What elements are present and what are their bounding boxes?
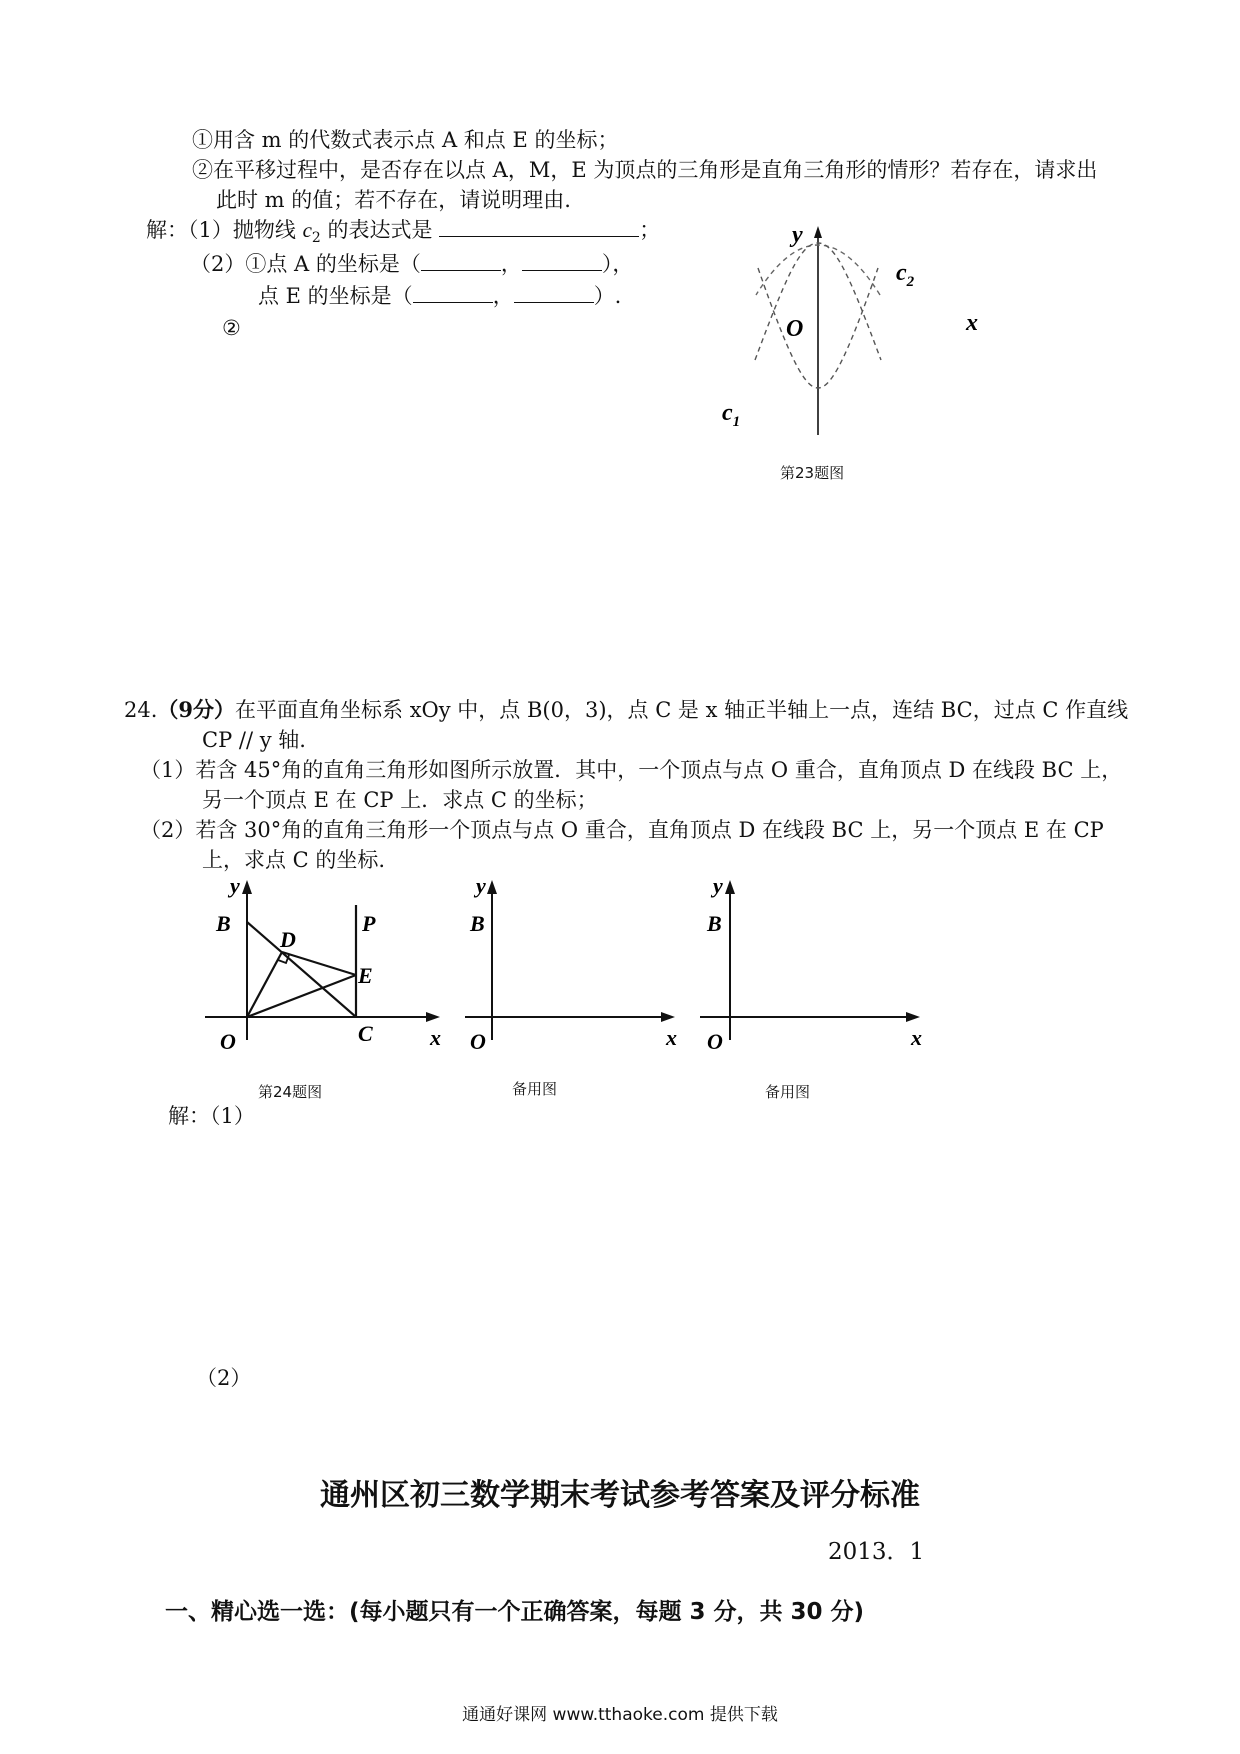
q24-solution-1: 解：（1） <box>168 1104 255 1128</box>
backup2-label-x: x <box>911 1025 922 1050</box>
q23-e-prefix: 点 E 的坐标是（ <box>258 284 413 308</box>
fig23-c1-label: $c_1$ <box>722 400 741 430</box>
fig24-label-b: B <box>216 911 231 936</box>
backup-figure-2 <box>695 875 935 1055</box>
q23-e-x-blank[interactable] <box>413 284 493 303</box>
backup2-y-arrow <box>725 880 735 894</box>
fig24-label-d: D <box>280 927 296 952</box>
q24-points: （9分） <box>157 697 236 722</box>
fig24-caption: 第24题图 <box>258 1083 323 1101</box>
backup-figure-1 <box>460 875 690 1055</box>
q23-a-comma: ， <box>500 252 522 276</box>
q23-a-x-blank[interactable] <box>421 252 501 271</box>
q23-a-prefix: （2）①点 A 的坐标是（ <box>190 252 421 276</box>
backup2-label-y: y <box>713 875 723 898</box>
fig24-segment-oe <box>247 975 356 1017</box>
fig23-o-label: O <box>786 316 804 342</box>
fig24-label-y: y <box>230 875 240 898</box>
q24-solution-2: （2） <box>196 1366 252 1390</box>
q23-sol-c2-sub: 2 <box>311 230 321 247</box>
fig24-label-x: x <box>430 1025 441 1050</box>
backup1-label-b: B <box>470 911 485 936</box>
q23-item1: ①用含 m 的代数式表示点 A 和点 E 的坐标； <box>192 128 619 152</box>
q23-sol-prefix: 解：（1）抛物线 <box>146 218 296 242</box>
backup2-caption: 备用图 <box>765 1083 811 1101</box>
q24-number: 24. <box>124 698 158 722</box>
backup1-x-arrow <box>661 1012 675 1022</box>
backup1-label-x: x <box>666 1025 677 1050</box>
fig24-x-arrow <box>426 1012 440 1022</box>
fig24-segment-od <box>247 952 282 1017</box>
q23-item2-line1: ②在平移过程中，是否存在以点 A，M，E 为顶点的三角形是直角三角形的情形？若存在，请求出 <box>192 158 1098 182</box>
fig23-y-arrow <box>814 226 822 238</box>
fig23-caption: 第23题图 <box>780 464 845 482</box>
backup1-caption: 备用图 <box>512 1080 558 1098</box>
figure-23 <box>700 220 1020 495</box>
backup2-label-b: B <box>707 911 722 936</box>
q23-e-comma: ， <box>492 284 514 308</box>
q23-solution-1 <box>146 216 660 252</box>
q23-sol-c2: c <box>302 218 312 242</box>
fig24-label-e: E <box>358 963 373 988</box>
answer-key-title: 通州区初三数学期末考试参考答案及评分标准 <box>320 1478 920 1513</box>
q24-stem-text: 在平面直角坐标系 xOy 中，点 B(0，3)，点 C 是 x 轴正半轴上一点，连结 BC，过点 C 作直线 <box>235 698 1129 722</box>
backup1-label-y: y <box>476 875 486 898</box>
fig23-c2-label: $c_2$ <box>896 260 915 290</box>
q23-sol-end: ； <box>639 218 661 242</box>
q23-item2-answer-mark: ② <box>222 316 241 340</box>
fig23-x-label: x <box>966 310 978 336</box>
q23-point-a-line <box>190 250 633 278</box>
q24-part2-line2: 上，求点 C 的坐标. <box>202 848 386 872</box>
answer-key-date: 2013．1 <box>828 1539 925 1565</box>
q23-a-y-blank[interactable] <box>522 252 602 271</box>
backup1-y-arrow <box>487 880 497 894</box>
backup1-label-o: O <box>470 1029 486 1054</box>
fig23-y-label: y <box>792 222 803 248</box>
fig24-label-o: O <box>220 1029 236 1054</box>
q23-item2-line2: 此时 m 的值；若不存在，请说明理由. <box>216 188 571 212</box>
backup2-label-o: O <box>707 1029 723 1054</box>
fig24-label-c: C <box>358 1021 373 1046</box>
q23-point-e-line <box>258 282 621 310</box>
q24-part2-line1: （2）若含 30°角的直角三角形一个顶点与点 O 重合，直角顶点 D 在线段 BC 上，另一个顶点 E 在 CP <box>140 818 1104 842</box>
q23-a-close: ）， <box>601 252 634 276</box>
q24-stem-line2: CP // y 轴. <box>202 728 306 752</box>
q23-e-close: ）. <box>593 284 622 308</box>
fig24-y-arrow <box>242 880 252 894</box>
q23-e-y-blank[interactable] <box>514 284 594 303</box>
q24-part1-line2: 另一个顶点 E 在 CP 上．求点 C 的坐标； <box>202 788 598 812</box>
section-1-heading: 一、精心选一选：(每小题只有一个正确答案，每题 3 分，共 30 分) <box>165 1599 865 1625</box>
footer: 通通好课网 www.tthaoke.com 提供下载 <box>462 1705 778 1725</box>
q24-stem-line1 <box>124 696 1128 724</box>
q23-c2-expression-blank[interactable] <box>439 218 639 237</box>
q23-sol-suffix: 的表达式是 <box>327 218 433 242</box>
q24-part1-line1: （1）若含 45°角的直角三角形如图所示放置．其中，一个顶点与点 O 重合，直角顶点 D 在线段 BC 上， <box>140 758 1123 782</box>
figure-24 <box>200 875 460 1055</box>
backup2-x-arrow <box>906 1012 920 1022</box>
fig24-label-p: P <box>362 911 376 936</box>
